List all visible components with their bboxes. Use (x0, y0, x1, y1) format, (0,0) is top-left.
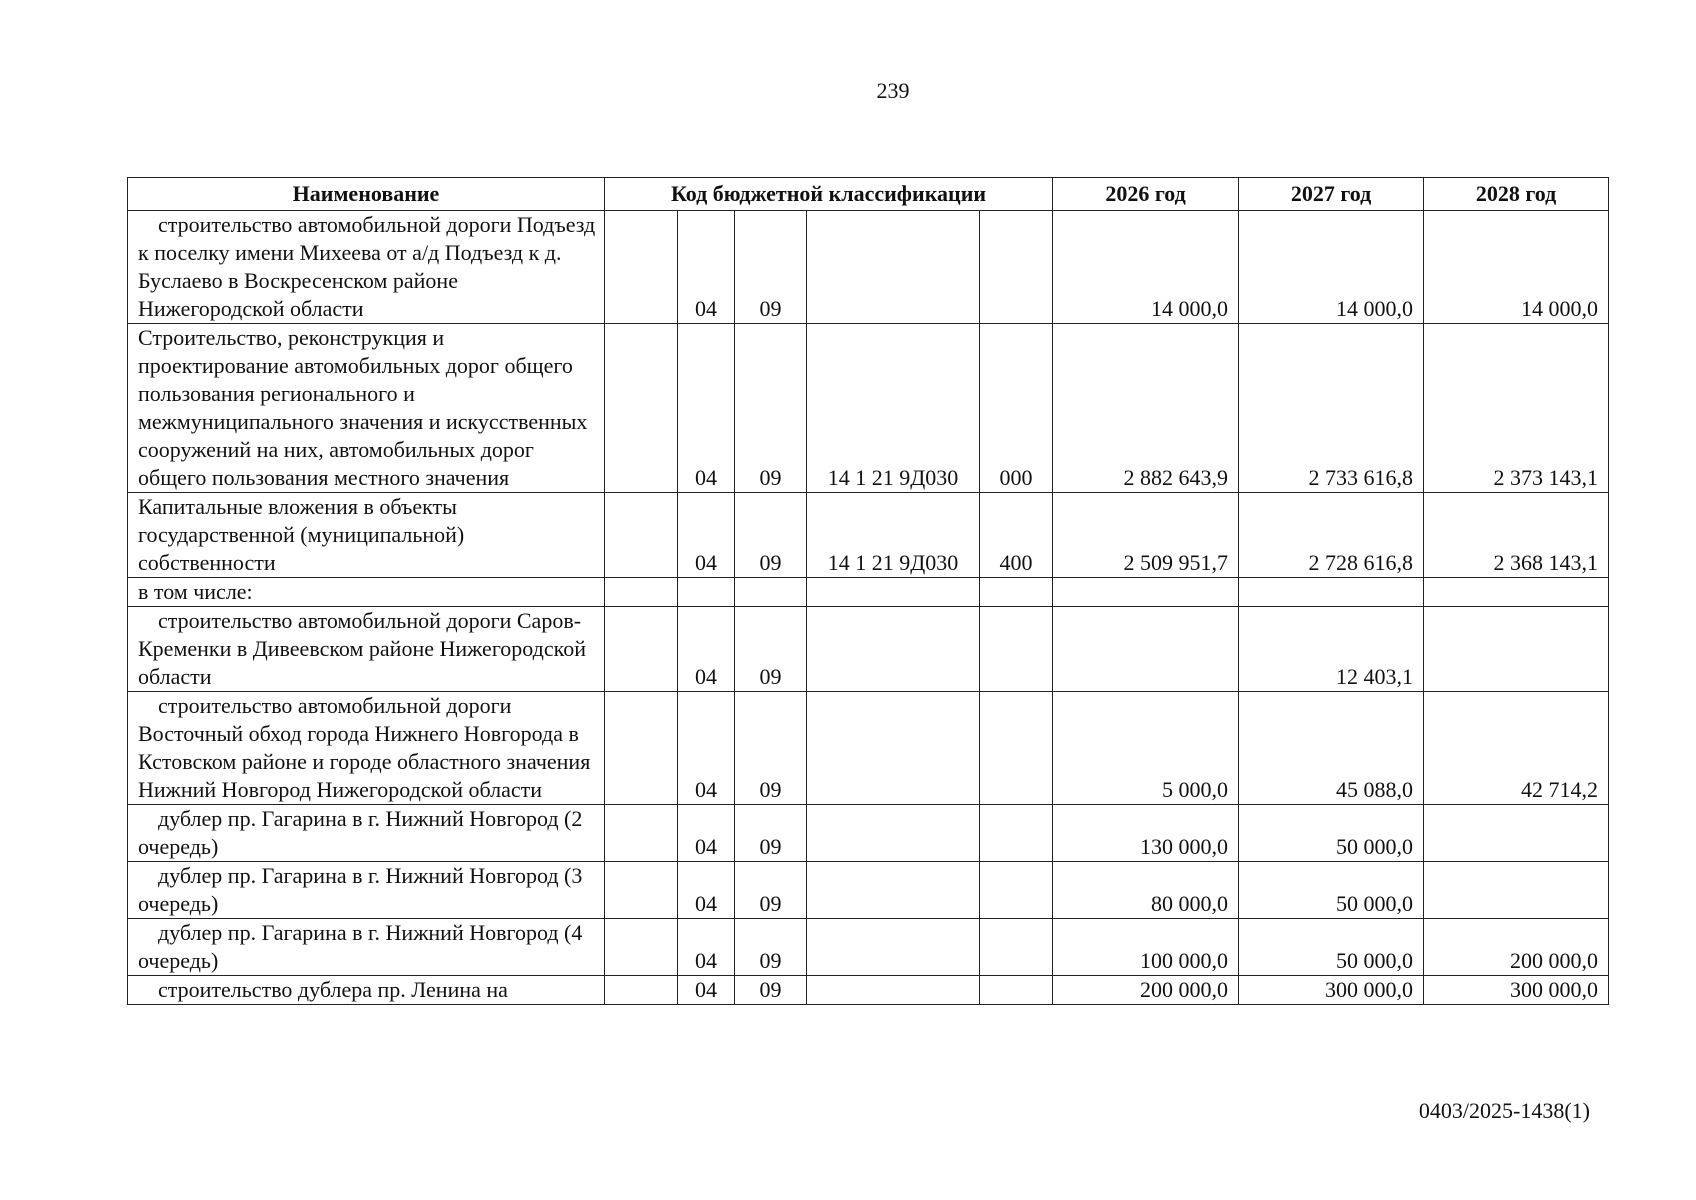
code-col-1 (605, 324, 678, 493)
code-expense-type (980, 578, 1053, 607)
code-col-1 (605, 578, 678, 607)
row-name: дублер пр. Гагарина в г. Нижний Новгород (3 очередь) (128, 862, 605, 919)
page-number: 239 (876, 78, 910, 103)
document-registration-number: 0403/2025-1438(1) (1418, 1098, 1590, 1123)
amount-2026: 14 000,0 (1053, 211, 1239, 324)
row-name: строительство автомобильной дороги Саров-Кременки в Дивеевском районе Нижегородской области (128, 607, 605, 692)
amount-2028: 200 000,0 (1424, 919, 1609, 976)
table-row (128, 862, 1609, 919)
header-2027: 2027 год (1239, 178, 1424, 211)
code-expense-type: 400 (980, 493, 1053, 578)
code-subsection: 09 (735, 211, 807, 324)
table-row (128, 211, 1609, 324)
table-row (128, 493, 1609, 578)
amount-2027: 50 000,0 (1239, 805, 1424, 862)
header-code: Код бюджетной классификации (605, 178, 1053, 211)
code-expense-type (980, 211, 1053, 324)
table-row (128, 607, 1609, 692)
code-expense-type (980, 692, 1053, 805)
code-subsection: 09 (735, 976, 807, 1005)
code-subsection: 09 (735, 324, 807, 493)
amount-2027 (1239, 578, 1424, 607)
code-expense-type: 000 (980, 324, 1053, 493)
table-row (128, 919, 1609, 976)
code-target-article (807, 211, 980, 324)
row-name: строительство автомобильной дороги Подъезд к поселку имени Михеева от а/д Подъезд к д. Буслаево в Воскресенском районе Нижегородской области (128, 211, 605, 324)
amount-2026: 130 000,0 (1053, 805, 1239, 862)
amount-2026: 80 000,0 (1053, 862, 1239, 919)
code-target-article (807, 578, 980, 607)
header-name: Наименование (128, 178, 605, 211)
amount-2026: 2 509 951,7 (1053, 493, 1239, 578)
table-row (128, 692, 1609, 805)
budget-table (127, 177, 1609, 1005)
code-col-1 (605, 211, 678, 324)
code-target-article (807, 976, 980, 1005)
amount-2026: 5 000,0 (1053, 692, 1239, 805)
amount-2028 (1424, 607, 1609, 692)
code-subsection: 09 (735, 862, 807, 919)
code-subsection: 09 (735, 692, 807, 805)
code-section (678, 578, 735, 607)
code-expense-type (980, 862, 1053, 919)
row-name: в том числе: (128, 578, 605, 607)
code-target-article (807, 607, 980, 692)
header-2026: 2026 год (1053, 178, 1239, 211)
code-subsection: 09 (735, 493, 807, 578)
code-target-article: 14 1 21 9Д030 (807, 324, 980, 493)
amount-2027: 45 088,0 (1239, 692, 1424, 805)
code-section: 04 (678, 607, 735, 692)
code-col-1 (605, 692, 678, 805)
code-section: 04 (678, 324, 735, 493)
amount-2026 (1053, 578, 1239, 607)
row-name: Строительство, реконструкция и проектирование автомобильных дорог общего пользования регионального и межмуниципального значения и искусственных сооружений на них, автомобильных дорог общего пользования местного значения (128, 324, 605, 493)
code-expense-type (980, 607, 1053, 692)
amount-2028: 42 714,2 (1424, 692, 1609, 805)
code-section: 04 (678, 862, 735, 919)
row-name: строительство автомобильной дороги Восточный обход города Нижнего Новгорода в Кстовском районе и городе областного значения Нижний Новгород Нижегородской области (128, 692, 605, 805)
code-col-1 (605, 862, 678, 919)
amount-2027: 300 000,0 (1239, 976, 1424, 1005)
amount-2028: 2 368 143,1 (1424, 493, 1609, 578)
amount-2028 (1424, 862, 1609, 919)
amount-2026 (1053, 607, 1239, 692)
code-section: 04 (678, 919, 735, 976)
code-subsection (735, 578, 807, 607)
amount-2026: 100 000,0 (1053, 919, 1239, 976)
table-row (128, 324, 1609, 493)
code-section: 04 (678, 493, 735, 578)
code-target-article (807, 919, 980, 976)
header-2028: 2028 год (1424, 178, 1609, 211)
table-header-row (128, 178, 1609, 211)
row-name: дублер пр. Гагарина в г. Нижний Новгород (4 очередь) (128, 919, 605, 976)
amount-2027: 14 000,0 (1239, 211, 1424, 324)
code-target-article: 14 1 21 9Д030 (807, 493, 980, 578)
code-subsection: 09 (735, 805, 807, 862)
amount-2026: 200 000,0 (1053, 976, 1239, 1005)
amount-2027: 2 733 616,8 (1239, 324, 1424, 493)
row-name: дублер пр. Гагарина в г. Нижний Новгород (2 очередь) (128, 805, 605, 862)
code-col-1 (605, 607, 678, 692)
code-target-article (807, 862, 980, 919)
amount-2028: 300 000,0 (1424, 976, 1609, 1005)
code-section: 04 (678, 692, 735, 805)
row-name: строительство дублера пр. Ленина на (128, 976, 605, 1005)
table-row (128, 805, 1609, 862)
amount-2028 (1424, 805, 1609, 862)
table-row (128, 578, 1609, 607)
code-col-1 (605, 493, 678, 578)
code-expense-type (980, 805, 1053, 862)
amount-2028: 2 373 143,1 (1424, 324, 1609, 493)
amount-2028 (1424, 578, 1609, 607)
code-col-1 (605, 919, 678, 976)
code-section: 04 (678, 976, 735, 1005)
code-col-1 (605, 976, 678, 1005)
table-row (128, 976, 1609, 1005)
code-subsection: 09 (735, 607, 807, 692)
amount-2027: 50 000,0 (1239, 919, 1424, 976)
code-target-article (807, 692, 980, 805)
code-col-1 (605, 805, 678, 862)
code-subsection: 09 (735, 919, 807, 976)
code-section: 04 (678, 211, 735, 324)
code-expense-type (980, 919, 1053, 976)
amount-2026: 2 882 643,9 (1053, 324, 1239, 493)
code-target-article (807, 805, 980, 862)
amount-2028: 14 000,0 (1424, 211, 1609, 324)
amount-2027: 2 728 616,8 (1239, 493, 1424, 578)
code-section: 04 (678, 805, 735, 862)
code-expense-type (980, 976, 1053, 1005)
amount-2027: 50 000,0 (1239, 862, 1424, 919)
row-name: Капитальные вложения в объекты государственной (муниципальной) собственности (128, 493, 605, 578)
amount-2027: 12 403,1 (1239, 607, 1424, 692)
